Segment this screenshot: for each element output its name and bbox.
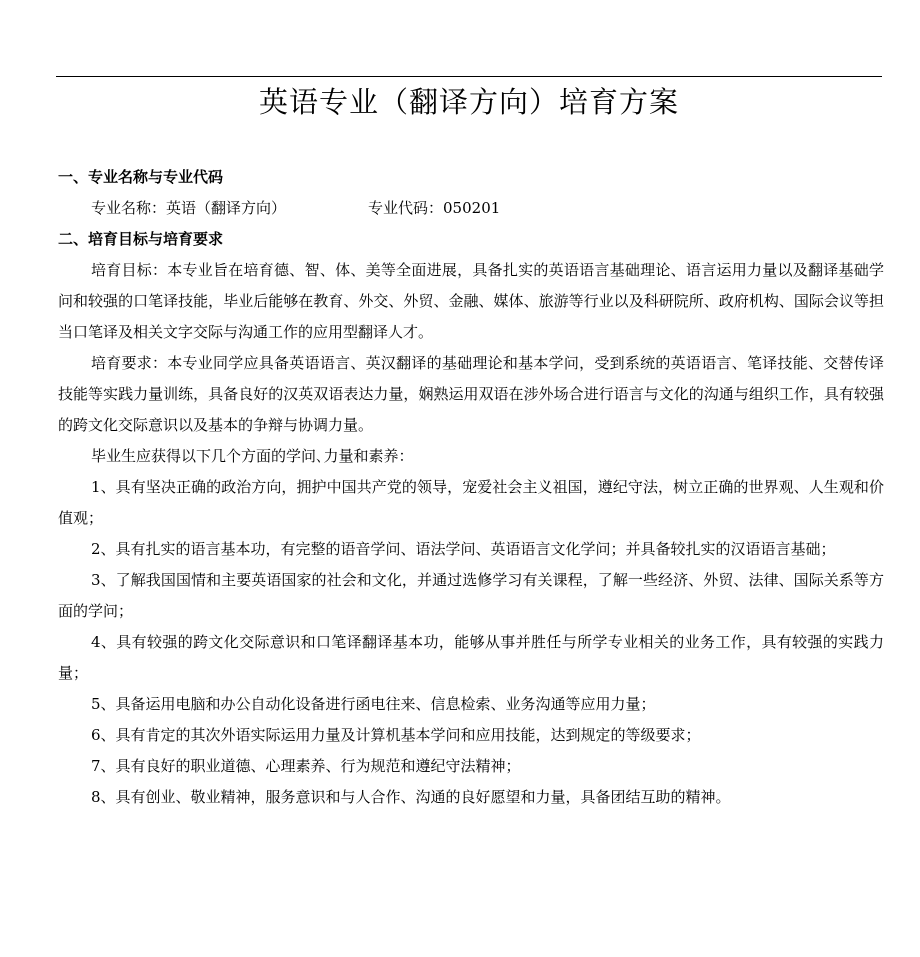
major-name: 专业名称：英语（翻译方向）: [91, 199, 287, 217]
list-item-3: 3、了解我国国情和主要英语国家的社会和文化，并通过选修学习有关课程，了解一些经济、外贸、法律、国际关系等方面的学问；: [58, 571, 884, 620]
list-item-6: 6、具有肯定的其次外语实际运用力量及计算机基本学问和应用技能，达到规定的等级要求；: [91, 726, 701, 744]
section-heading-training-goals: 二、培育目标与培育要求: [58, 230, 224, 248]
document-title: 英语专业（翻译方向）培育方案: [258, 85, 679, 119]
list-item-5: 5、具备运用电脑和办公自动化设备进行函电往来、信息检索、业务沟通等应用力量；: [91, 695, 656, 713]
paragraph-training-requirement: 培育要求：本专业同学应具备英语语言、英汉翻译的基础理论和基本学问，受到系统的英语语言、笔译技能、交替传译技能等实践力量训练，具备良好的汉英双语表达力量，娴熟运用双语在涉外场合进行语言与文化的沟通与组织工作，具有较强的跨文化交际意识以及基本的争辩与协调力量。: [58, 354, 884, 434]
section-heading-major-name-code: 一、专业名称与专业代码: [58, 168, 224, 186]
list-item-1: 1、具有坚决正确的政治方向，拥护中国共产党的领导，宠爱社会主义祖国，遵纪守法，树立正确的世界观、人生观和价值观；: [58, 478, 884, 527]
list-item-2: 2、具有扎实的语言基本功，有完整的语音学问、语法学问、英语语言文化学问；并具备较扎实的汉语语言基础；: [91, 540, 836, 558]
paragraph-graduate-abilities: 毕业生应获得以下几个方面的学问､力量和素养：: [91, 447, 414, 465]
paragraph-training-goal: 培育目标：本专业旨在培育德、智、体、美等全面进展，具备扎实的英语语言基础理论、语言运用力量以及翻译基础学问和较强的口笔译技能，毕业后能够在教育、外交、外贸、金融、媒体、旅游等行业以及科研院所、政府机构、国际会议等担当口笔译及相关文字交际与沟通工作的应用型翻译人才。: [58, 261, 884, 341]
list-item-8: 8、具有创业、敬业精神，服务意识和与人合作、沟通的良好愿望和力量，具备团结互助的精神。: [91, 788, 731, 806]
header-rule: [56, 76, 882, 77]
list-item-4: 4、具有较强的跨文化交际意识和口笔译翻译基本功，能够从事并胜任与所学专业相关的业务工作，具有较强的实践力量；: [58, 633, 884, 682]
major-name-code-line: [58, 193, 884, 224]
major-code: 专业代码：050201: [368, 199, 501, 217]
list-item-7: 7、具有良好的职业道德、心理素养、行为规范和遵纪守法精神；: [91, 757, 521, 775]
document-body: [58, 162, 884, 813]
